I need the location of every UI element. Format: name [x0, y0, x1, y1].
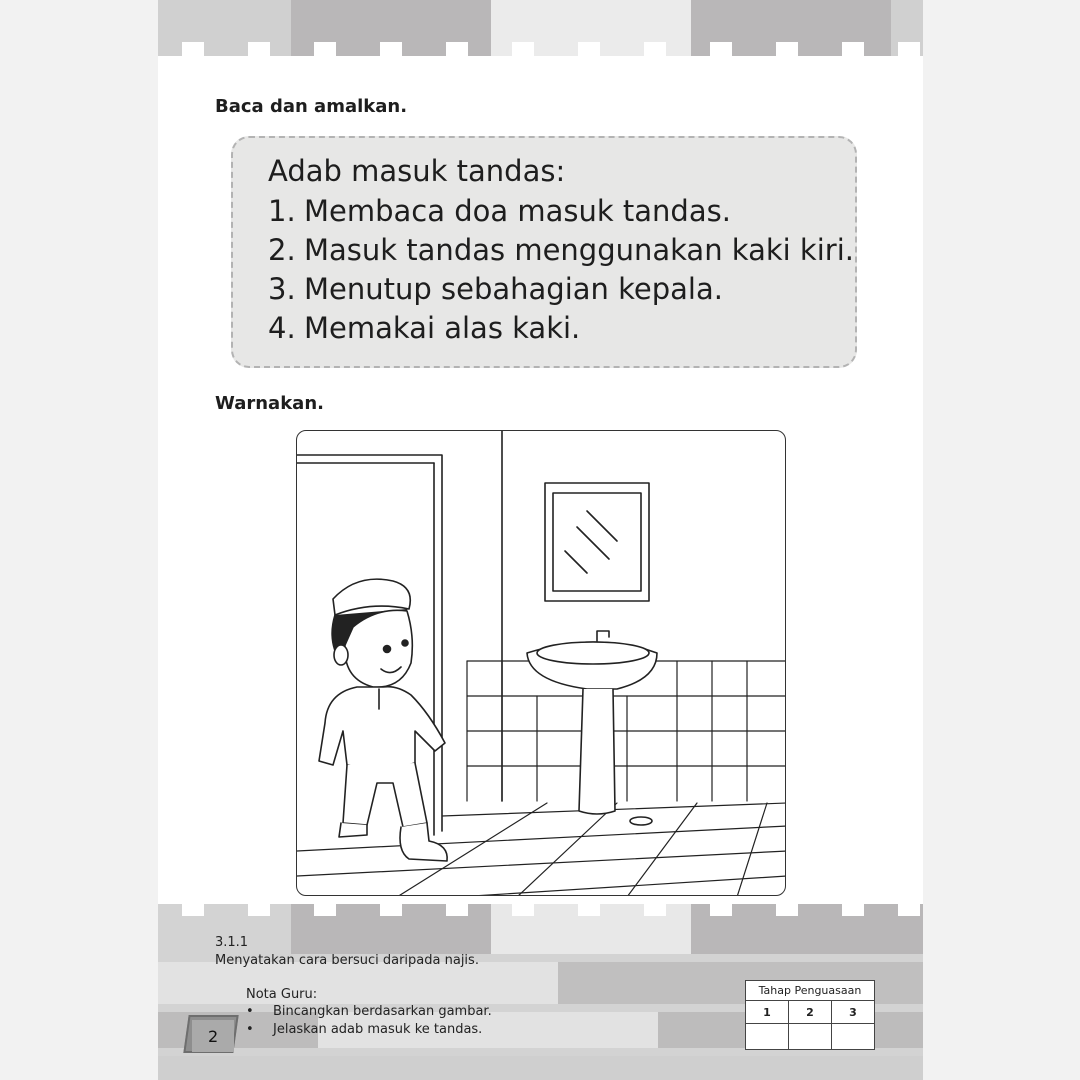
coloring-illustration	[296, 430, 786, 896]
teacher-note-item: Jelaskan adab masuk ke tandas.	[273, 1022, 483, 1037]
mastery-level-table	[745, 980, 875, 1050]
color-instruction: Warnakan.	[215, 393, 324, 414]
bullet-icon: •	[246, 1004, 254, 1019]
bullet-icon: •	[246, 1022, 254, 1037]
mastery-check-2[interactable]	[789, 1024, 832, 1050]
teacher-note-item: Bincangkan berdasarkan gambar.	[273, 1004, 492, 1019]
worksheet-page	[158, 0, 923, 1080]
mastery-check-3[interactable]	[832, 1024, 875, 1050]
mirror-icon	[545, 483, 649, 601]
read-instruction: Baca dan amalkan.	[215, 96, 408, 117]
mastery-level-1: 1	[746, 1001, 789, 1024]
adab-box-title: Adab masuk tandas:	[268, 154, 566, 188]
floor-tiles	[297, 803, 786, 896]
standard-code: 3.1.1	[215, 935, 249, 950]
adab-list-item: 2. Masuk tandas menggunakan kaki kiri.	[268, 233, 854, 267]
adab-list-item: 4. Memakai alas kaki.	[268, 311, 581, 345]
sink-icon	[527, 631, 657, 825]
boy-figure-icon	[319, 579, 447, 861]
learning-objective: Menyatakan cara bersuci daripada najis.	[215, 953, 479, 968]
adab-list-item: 1. Membaca doa masuk tandas.	[268, 194, 731, 228]
teacher-note-title: Nota Guru:	[246, 987, 318, 1002]
mastery-check-1[interactable]	[746, 1024, 789, 1050]
mastery-level-2: 2	[789, 1001, 832, 1024]
adab-list-item: 3. Menutup sebahagian kepala.	[268, 272, 723, 306]
mastery-level-3: 3	[832, 1001, 875, 1024]
page-number: 2	[208, 1027, 219, 1046]
mastery-level-title: Tahap Penguasaan	[746, 981, 875, 1001]
adab-list	[268, 192, 854, 348]
